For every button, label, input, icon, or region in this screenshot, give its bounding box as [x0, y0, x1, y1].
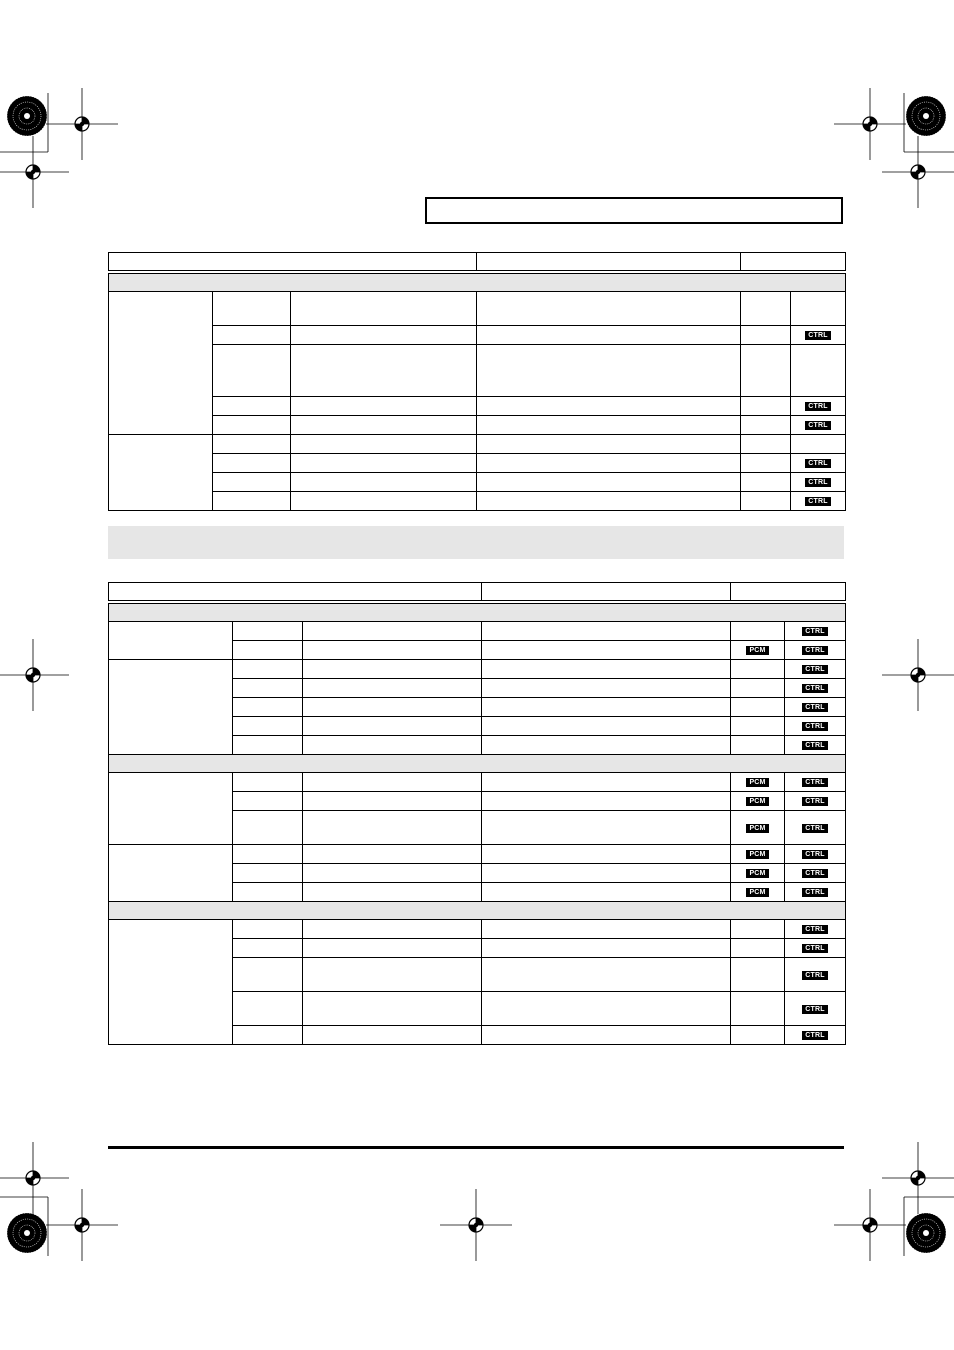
- ctrl-badge: CTRL: [802, 944, 827, 953]
- ctrl-badge: CTRL: [802, 888, 827, 897]
- table-row: [109, 492, 846, 511]
- category-band: [109, 604, 846, 622]
- table-header-row: [109, 253, 846, 271]
- pcm-badge: PCM: [746, 797, 768, 806]
- section-heading-band: [108, 526, 844, 559]
- table-row: [109, 435, 846, 454]
- ctrl-badge: CTRL: [802, 684, 827, 693]
- ctrl-badge: CTRL: [805, 497, 830, 506]
- category-band: [109, 755, 846, 773]
- ctrl-badge: CTRL: [805, 478, 830, 487]
- table-row: [109, 326, 846, 345]
- ctrl-badge: CTRL: [802, 1005, 827, 1014]
- table-header-row: [109, 583, 846, 601]
- header-cell-flags: [731, 583, 846, 601]
- ctrl-badge: CTRL: [802, 1031, 827, 1040]
- ctrl-badge: CTRL: [802, 869, 827, 878]
- table-row: [109, 920, 846, 939]
- pcm-badge: PCM: [746, 869, 768, 878]
- table-row: [109, 454, 846, 473]
- group-cell: [109, 845, 233, 902]
- table-row: [109, 660, 846, 679]
- ctrl-badge: CTRL: [805, 402, 830, 411]
- pcm-badge: PCM: [746, 778, 768, 787]
- category-band: [109, 274, 846, 292]
- header-cell-parameter: [109, 583, 482, 601]
- ctrl-badge: CTRL: [802, 722, 827, 731]
- parameter-table-1: [108, 252, 846, 511]
- group-cell: [109, 622, 233, 660]
- ctrl-badge: CTRL: [802, 703, 827, 712]
- table-row: [109, 416, 846, 435]
- header-cell-parameter: [109, 253, 477, 271]
- ctrl-badge: CTRL: [805, 459, 830, 468]
- header-cell-value: [477, 253, 741, 271]
- ctrl-badge: CTRL: [802, 971, 827, 980]
- header-cell-value: [482, 583, 731, 601]
- ctrl-badge: CTRL: [802, 797, 827, 806]
- ctrl-badge: CTRL: [802, 850, 827, 859]
- table-row: [109, 397, 846, 416]
- ctrl-badge: CTRL: [802, 646, 827, 655]
- pcm-badge: PCM: [746, 824, 768, 833]
- group-cell: [109, 920, 233, 1045]
- category-band: [109, 902, 846, 920]
- group-cell: [109, 435, 213, 511]
- header-cell-flags: [741, 253, 846, 271]
- group-cell: [109, 292, 213, 435]
- footer-rule: [108, 1146, 844, 1149]
- ctrl-badge: CTRL: [802, 778, 827, 787]
- group-cell: [109, 660, 233, 755]
- pcm-badge: PCM: [746, 646, 768, 655]
- ctrl-badge: CTRL: [802, 665, 827, 674]
- table-row: [109, 345, 846, 397]
- ctrl-badge: CTRL: [802, 925, 827, 934]
- table-row: [109, 473, 846, 492]
- group-cell: [109, 773, 233, 845]
- chapter-header-box: [425, 197, 843, 224]
- pcm-badge: PCM: [746, 888, 768, 897]
- table-row: [109, 292, 846, 326]
- table-row: [109, 773, 846, 792]
- ctrl-badge: CTRL: [805, 331, 830, 340]
- pcm-badge: PCM: [746, 850, 768, 859]
- ctrl-badge: CTRL: [802, 627, 827, 636]
- parameter-table-2: [108, 582, 846, 1045]
- ctrl-badge: CTRL: [802, 741, 827, 750]
- table-row: [109, 622, 846, 641]
- table-row: [109, 845, 846, 864]
- ctrl-badge: CTRL: [802, 824, 827, 833]
- ctrl-badge: CTRL: [805, 421, 830, 430]
